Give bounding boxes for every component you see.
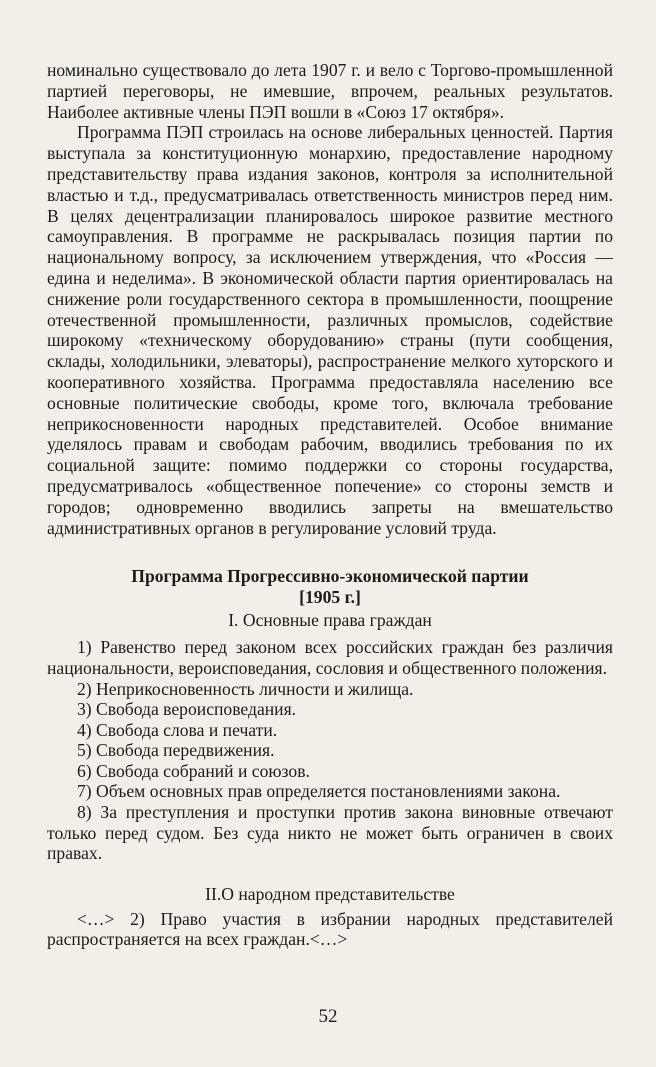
list-item: 3) Свобода вероисповедания. [77, 699, 297, 720]
document-title-line-1: Программа Прогрессивно-экономической партии [131, 566, 529, 587]
document-title [47, 566, 613, 608]
paragraph-intro: номинально существовало до лета 1907 г. и вело с Торгово-промышленной партией переговоры, не имевшие, впрочем, реальных результатов. Наиболее активные члены ПЭП вошли в «Союз 17 октября». [47, 60, 613, 122]
list-item: <…> 2) Право участия в избрании народных представителей распространяется на всех граждан.<…> [47, 908, 613, 950]
list-item: 7) Объем основных прав определяется постановлениями закона. [77, 781, 561, 802]
paragraph-program-description: Программа ПЭП строилась на основе либеральных ценностей. Партия выступала за конституционную монархию, предоставление народному представительству права издания законов, контроля за исполнительной властью и т.д., предусматривалась ответственность министров перед ним. В целях децентрализации планировалось широкое развитие местного самоуправления. В программе не раскрывалась позиция партии по национальному вопросу, за исключением утверждения, что «Россия — едина и неделима». В экономической области партия ориентировалась на снижение роли государственного сектора в промышленности, поощрение отечественной промышленности, различных промыслов, содействие широкому «техническому оборудованию» страны (пути сообщения, склады, холодильники, элеваторы), распространение мелкого хуторского и кооперативного хозяйства. Программа предоставляла населению все основные политические свободы, кроме того, включала требование неприкосновенности народных представителей. Особое внимание уделялось правам и свободам рабочим, вводились требования по их социальной защите: помимо поддержки со стороны государства, предусматривалось «общественное попечение» со стороны земств и городов; одновременно вводились запреты на вмешательство административных органов в регулирование условий труда. [47, 122, 613, 538]
section-1-heading: I. Основные права граждан [228, 610, 432, 631]
list-item: 1) Равенство перед законом всех российских граждан без различия национальности, вероисповедания, сословия и общественного положения. [47, 637, 613, 678]
list-item: 8) За преступления и проступки против закона виновные отвечают только перед судом. Без суда никто не может быть ограничен в своих правах. [47, 802, 613, 864]
list-item: 2) Неприкосновенность личности и жилища. [77, 678, 414, 699]
page-number: 52 [318, 1006, 338, 1027]
section-1-list [47, 637, 613, 864]
document-title-line-2: [1905 г.] [299, 587, 361, 608]
list-item: 5) Свобода передвижения. [77, 740, 275, 761]
list-item: 4) Свобода слова и печати. [77, 719, 278, 740]
list-item: 6) Свобода собраний и союзов. [77, 760, 310, 781]
section-2-list [47, 909, 613, 950]
section-2-heading: II.О народном представительстве [205, 883, 455, 904]
